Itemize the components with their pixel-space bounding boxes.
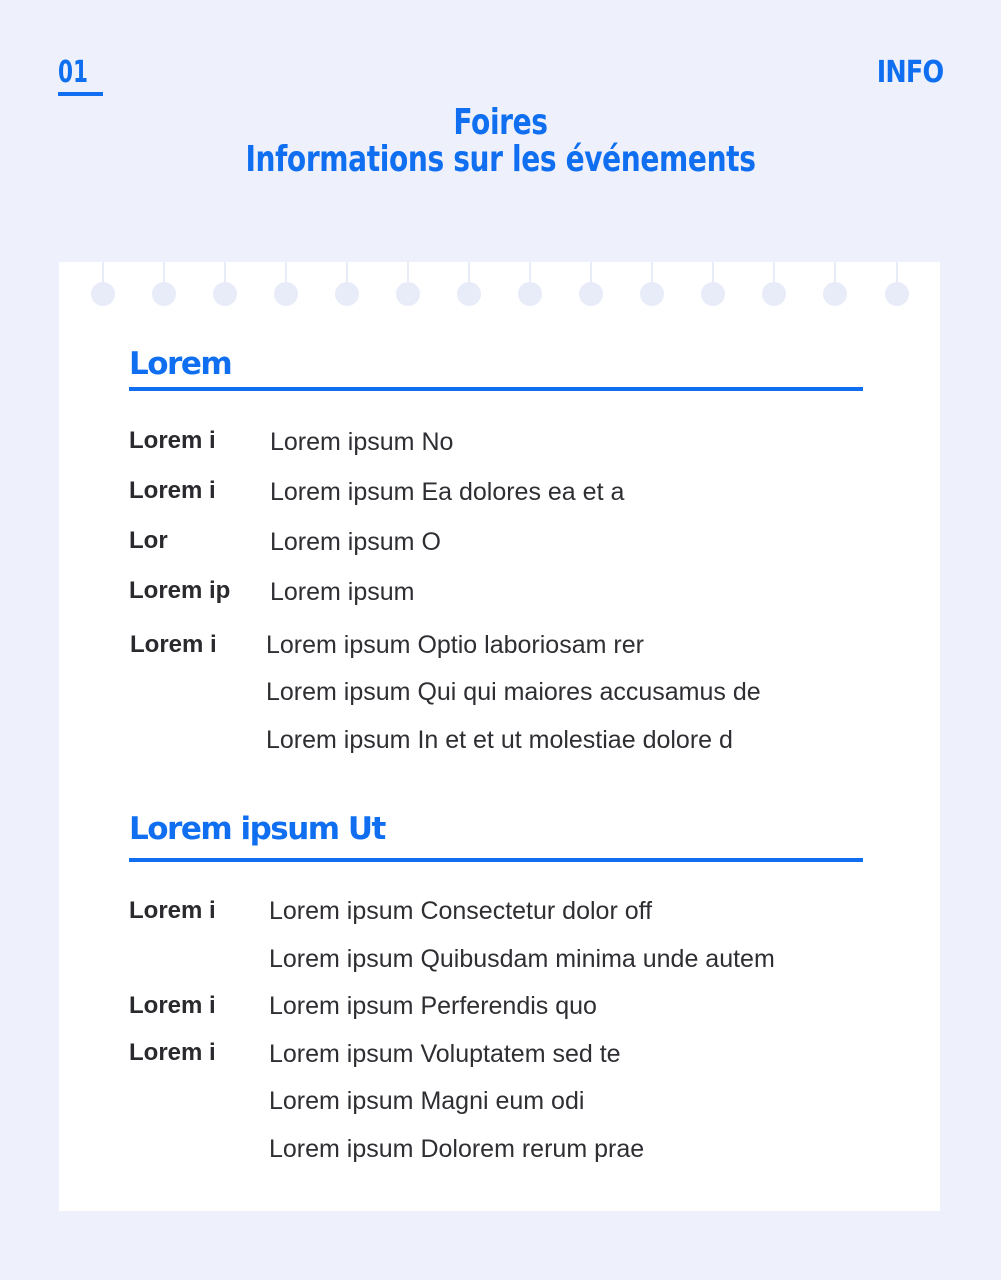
section-rule	[129, 387, 863, 391]
row-label: Lorem i	[129, 477, 216, 504]
binder-ring	[762, 262, 786, 307]
row-value: Lorem ipsum Qui qui maiores accusamus de	[266, 678, 761, 706]
binder-ring	[823, 262, 847, 307]
row-value: Lorem ipsum No	[270, 428, 454, 456]
page-title-line-2: Informations sur les événements	[245, 139, 756, 180]
row-value: Lorem ipsum Perferendis quo	[269, 992, 597, 1020]
row-value: Lorem ipsum In et et ut molestiae dolore d	[266, 726, 733, 754]
row-value: Lorem ipsum Ea dolores ea et a	[270, 478, 625, 506]
binder-rings	[59, 262, 940, 312]
binder-ring	[213, 262, 237, 307]
page-number-underline	[58, 92, 103, 96]
row-value: Lorem ipsum Optio laboriosam rer	[266, 631, 644, 659]
page-title-line-1: Foires	[453, 102, 548, 143]
binder-ring	[91, 262, 115, 307]
binder-ring	[457, 262, 481, 307]
row-label: Lorem i	[129, 897, 216, 924]
binder-ring	[274, 262, 298, 307]
binder-ring	[579, 262, 603, 307]
binder-ring	[885, 262, 909, 307]
row-label: Lorem i	[129, 992, 216, 1019]
row-label: Lorem i	[130, 631, 217, 658]
row-value: Lorem ipsum Quibusdam minima unde autem	[269, 945, 775, 973]
page-number: 01	[58, 55, 89, 90]
row-value: Lorem ipsum	[270, 578, 415, 606]
binder-ring	[335, 262, 359, 307]
binder-ring	[640, 262, 664, 307]
notebook-card	[59, 262, 940, 1211]
section-rule	[129, 858, 863, 862]
row-value: Lorem ipsum O	[270, 528, 441, 556]
row-label: Lorem i	[129, 1039, 216, 1066]
binder-ring	[701, 262, 725, 307]
binder-ring	[518, 262, 542, 307]
section-heading: Lorem	[129, 346, 232, 382]
row-value: Lorem ipsum Magni eum odi	[269, 1087, 585, 1115]
row-label: Lor	[129, 527, 168, 554]
row-label: Lorem ip	[129, 577, 231, 604]
binder-ring	[152, 262, 176, 307]
row-value: Lorem ipsum Voluptatem sed te	[269, 1040, 621, 1068]
section-heading: Lorem ipsum Ut	[129, 811, 385, 847]
binder-ring	[396, 262, 420, 307]
row-label: Lorem i	[129, 427, 216, 454]
info-label: INFO	[876, 55, 943, 90]
row-value: Lorem ipsum Dolorem rerum prae	[269, 1135, 645, 1163]
row-value: Lorem ipsum Consectetur dolor off	[269, 897, 653, 925]
page-title	[110, 104, 891, 178]
